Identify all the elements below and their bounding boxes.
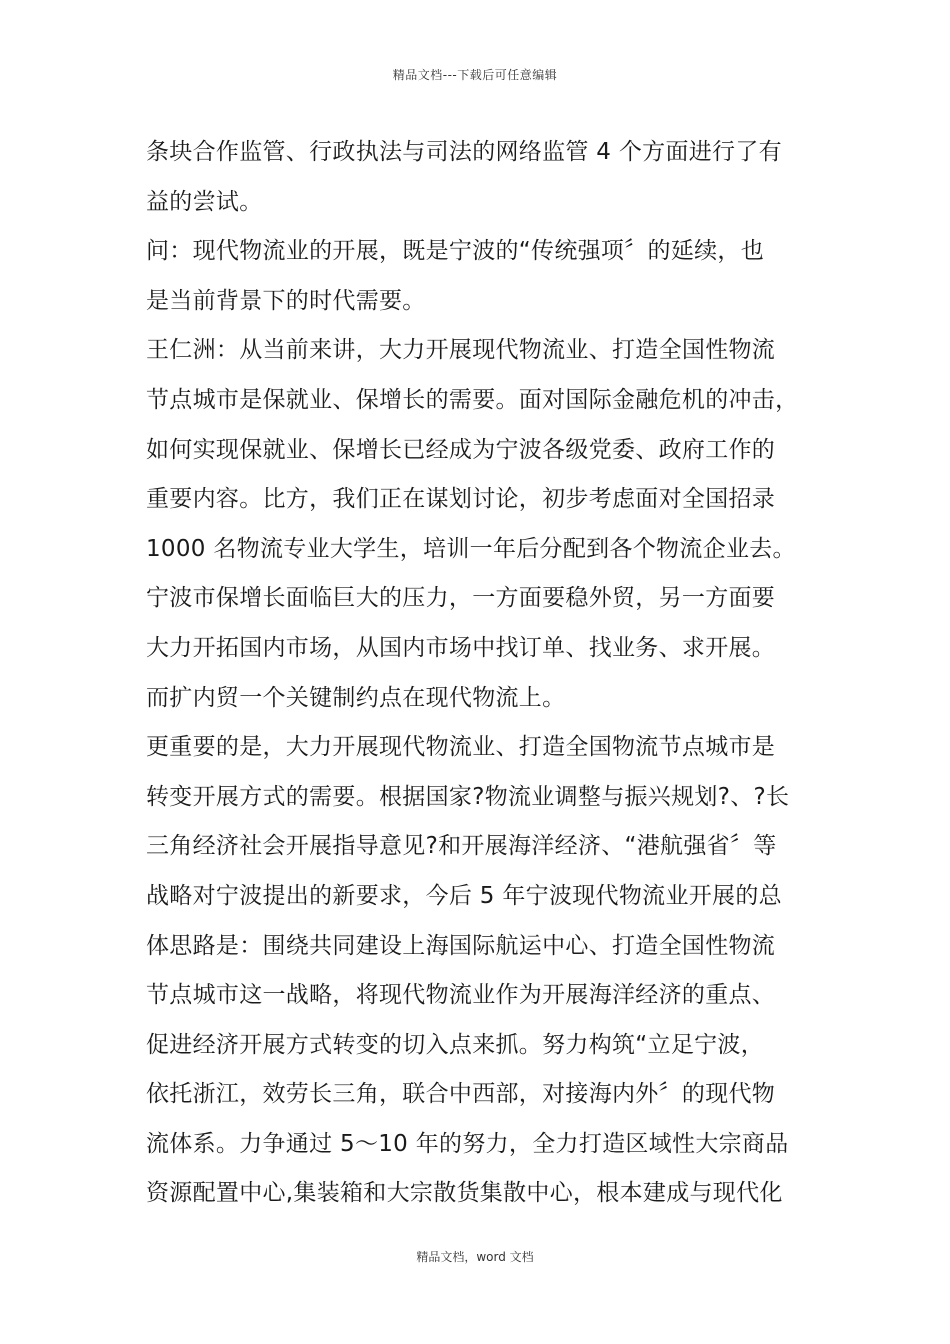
text-line: 问：现代物流业的开展，既是宁波的“传统强项〞的延续，也 <box>146 238 765 265</box>
text-line: 转变开展方式的需要。根据国家?物流业调整与振兴规划?、?长 <box>146 783 790 810</box>
text-line: 依托浙江，效劳长三角，联合中西部，对接海内外〞的现代物 <box>146 1081 776 1108</box>
text-line: 大力开拓国内市场，从国内市场中找订单、找业务、求开展。 <box>146 634 776 661</box>
text-line: 是当前背景下的时代需要。 <box>146 287 426 314</box>
text-line: 宁波市保增长面临巨大的压力，一方面要稳外贸，另一方面要 <box>146 585 776 612</box>
page-footer: 精品文档，word 文档 <box>416 1250 534 1264</box>
text-line: 更重要的是，大力开展现代物流业、打造全国物流节点城市是 <box>146 734 776 761</box>
text-line: 战略对宁波提出的新要求，今后 5 年宁波现代物流业开展的总 <box>146 882 782 909</box>
text-line: 节点城市这一战略，将现代物流业作为开展海洋经济的重点、 <box>146 982 776 1009</box>
document-body <box>146 128 818 1219</box>
text-line: 而扩内贸一个关键制约点在现代物流上。 <box>146 684 566 711</box>
text-line: 条块合作监管、行政执法与司法的网络监管 4 个方面进行了有 <box>146 139 782 165</box>
page-header: 精品文档---下载后可任意编辑 <box>392 68 558 82</box>
text-line: 促进经济开展方式转变的切入点来抓。努力构筑“立足宁波， <box>146 1031 765 1058</box>
text-line: 1000 名物流专业大学生，培训一年后分配到各个物流企业去。 <box>146 535 796 562</box>
text-line: 流体系。力争通过 5～10 年的努力，全力打造区域性大宗商品 <box>146 1130 789 1157</box>
text-line: 重要内容。比方，我们正在谋划讨论，初步考虑面对全国招录 <box>146 486 776 513</box>
text-line: 王仁洲：从当前来讲，大力开展现代物流业、打造全国性物流 <box>146 337 776 364</box>
text-line: 节点城市是保就业、保增长的需要。面对国际金融危机的冲击， <box>146 386 799 413</box>
text-line: 益的尝试。 <box>146 188 263 215</box>
text-line: 体思路是：围绕共同建设上海国际航运中心、打造全国性物流 <box>146 932 776 959</box>
text-line: 三角经济社会开展指导意见?和开展海洋经济、“港航强省〞等 <box>146 833 777 860</box>
text-line: 资源配置中心,集装箱和大宗散货集散中心，根本建成与现代化 <box>146 1180 783 1207</box>
text-line: 如何实现保就业、保增长已经成为宁波各级党委、政府工作的 <box>146 436 776 463</box>
